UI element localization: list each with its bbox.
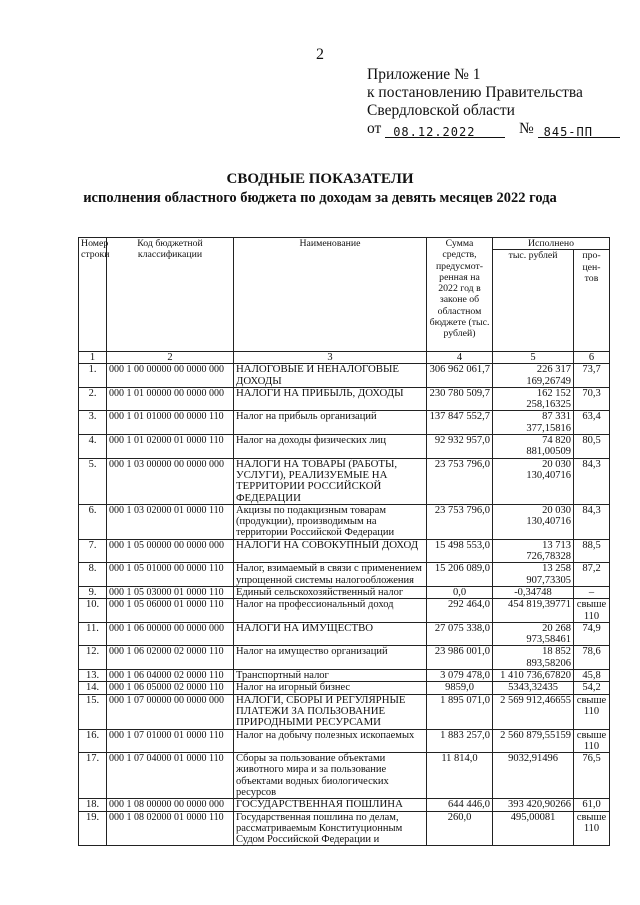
row-pct: 73,7 [574, 364, 610, 388]
row-pct: 87,2 [574, 563, 610, 587]
row-pct: – [574, 586, 610, 598]
row-exec: 454 819,39771 [493, 599, 574, 623]
row-name: НАЛОГИ НА ИМУЩЕСТВО [234, 622, 427, 646]
document-title: СВОДНЫЕ ПОКАЗАТЕЛИ [226, 171, 414, 187]
table-row [79, 364, 610, 388]
row-exec: 162 152 258,16325 [493, 387, 574, 411]
row-pct: 88,5 [574, 539, 610, 563]
table-row [79, 729, 610, 753]
row-plan: 23 753 796,0 [427, 458, 493, 504]
row-name: Акцизы по подакцизным товарам (продукции), производимым на территории Российской Федерации [234, 504, 427, 539]
row-name: Налог на имущество организаций [234, 646, 427, 670]
row-code: 000 1 01 01000 00 0000 110 [107, 411, 234, 435]
number-prefix: № [518, 120, 534, 137]
row-plan: 137 847 552,7 [427, 411, 493, 435]
row-pct: 76,5 [574, 753, 610, 799]
row-code: 000 1 06 04000 02 0000 110 [107, 670, 234, 682]
document-subtitle: исполнения областного бюджета по доходам за девять месяцев 2022 года [83, 190, 557, 206]
row-exec: -0,34748 [493, 586, 574, 598]
row-num: 17. [79, 753, 107, 799]
row-pct: 78,6 [574, 646, 610, 670]
row-plan: 15 498 553,0 [427, 539, 493, 563]
row-exec: 5343,32435 [493, 682, 574, 694]
row-num: 3. [79, 411, 107, 435]
row-pct: 54,2 [574, 682, 610, 694]
header-executed: Исполнено [493, 238, 610, 250]
row-code: 000 1 05 01000 00 0000 110 [107, 563, 234, 587]
annex-date-line [367, 120, 627, 138]
table-body [79, 364, 610, 846]
row-pct: свыше 110 [574, 694, 610, 729]
header-executed-rub: тыс. рублей [493, 250, 574, 352]
row-plan: 644 446,0 [427, 799, 493, 811]
row-name: НАЛОГОВЫЕ И НЕНАЛОГОВЫЕ ДОХОДЫ [234, 364, 427, 388]
row-num: 13. [79, 670, 107, 682]
row-name: Налог на профессиональный доход [234, 599, 427, 623]
page-number: 2 [316, 46, 324, 63]
row-name: ГОСУДАРСТВЕННАЯ ПОШЛИНА [234, 799, 427, 811]
row-exec: 393 420,90266 [493, 799, 574, 811]
row-code: 000 1 05 00000 00 0000 000 [107, 539, 234, 563]
row-pct: 74,9 [574, 622, 610, 646]
row-name: НАЛОГИ НА ПРИБЫЛЬ, ДОХОДЫ [234, 387, 427, 411]
row-num: 19. [79, 811, 107, 846]
row-code: 000 1 05 03000 01 0000 110 [107, 586, 234, 598]
number-value: 845-ПП [543, 125, 593, 139]
row-exec: 13 713 726,78328 [493, 539, 574, 563]
row-num: 12. [79, 646, 107, 670]
row-num: 10. [79, 599, 107, 623]
row-plan: 92 932 957,0 [427, 435, 493, 459]
row-num: 15. [79, 694, 107, 729]
row-pct: 63,4 [574, 411, 610, 435]
table-row [79, 682, 610, 694]
annex-line-2: к постановлению Правительства [367, 84, 583, 101]
row-pct: 84,3 [574, 504, 610, 539]
row-code: 000 1 06 00000 00 0000 000 [107, 622, 234, 646]
row-pct: 70,3 [574, 387, 610, 411]
row-code: 000 1 03 00000 00 0000 000 [107, 458, 234, 504]
row-code: 000 1 07 04000 01 0000 110 [107, 753, 234, 799]
table-row [79, 411, 610, 435]
row-code: 000 1 07 00000 00 0000 000 [107, 694, 234, 729]
row-name: НАЛОГИ, СБОРЫ И РЕГУЛЯРНЫЕ ПЛАТЕЖИ ЗА ПОЛЬЗОВАНИЕ ПРИРОДНЫМИ РЕСУРСАМИ [234, 694, 427, 729]
annex-line-1: Приложение № 1 [367, 66, 481, 83]
row-plan: 3 079 478,0 [427, 670, 493, 682]
row-plan: 15 206 089,0 [427, 563, 493, 587]
date-value: 08.12.2022 [393, 125, 476, 139]
header-name: Наименование [234, 238, 427, 352]
date-prefix: от [367, 120, 382, 137]
row-code: 000 1 08 02000 01 0000 110 [107, 811, 234, 846]
table-row [79, 670, 610, 682]
row-name: Налог, взимаемый в связи с применением упрощенной системы налогообложения [234, 563, 427, 587]
header-amount: Сумма средств, предусмот-ренная на 2022 год в законе об областном бюджете (тыс. рублей) [427, 238, 493, 352]
row-exec: 9032,91496 [493, 753, 574, 799]
row-pct: 84,3 [574, 458, 610, 504]
row-name: Налог на прибыль организаций [234, 411, 427, 435]
row-name: Сборы за пользование объектами животного мира и за пользование объектами водных биологических ресурсов [234, 753, 427, 799]
row-name: НАЛОГИ НА ТОВАРЫ (РАБОТЫ, УСЛУГИ), РЕАЛИЗУЕМЫЕ НА ТЕРРИТОРИИ РОССИЙСКОЙ ФЕДЕРАЦИИ [234, 458, 427, 504]
col-number-6: 6 [574, 352, 610, 364]
row-plan: 1 895 071,0 [427, 694, 493, 729]
row-pct: свыше 110 [574, 729, 610, 753]
row-num: 18. [79, 799, 107, 811]
row-num: 16. [79, 729, 107, 753]
date-field [385, 123, 505, 138]
row-exec: 20 030 130,40716 [493, 504, 574, 539]
table-row [79, 694, 610, 729]
row-plan: 9859,0 [427, 682, 493, 694]
table-row [79, 586, 610, 598]
header-executed-pct: про-цен-тов [574, 250, 610, 352]
row-code: 000 1 08 00000 00 0000 000 [107, 799, 234, 811]
row-name: НАЛОГИ НА СОВОКУПНЫЙ ДОХОД [234, 539, 427, 563]
number-field [538, 123, 620, 138]
row-plan: 23 986 001,0 [427, 646, 493, 670]
row-code: 000 1 05 06000 01 0000 110 [107, 599, 234, 623]
row-code: 000 1 03 02000 01 0000 110 [107, 504, 234, 539]
row-num: 1. [79, 364, 107, 388]
table-row [79, 646, 610, 670]
row-plan: 27 075 338,0 [427, 622, 493, 646]
row-plan: 260,0 [427, 811, 493, 846]
row-pct: свыше 110 [574, 599, 610, 623]
row-name: Государственная пошлина по делам, рассматриваемым Конституционным Судом Российской Федерации и [234, 811, 427, 846]
table-row [79, 563, 610, 587]
row-plan: 292 464,0 [427, 599, 493, 623]
row-exec: 18 852 893,58206 [493, 646, 574, 670]
row-exec: 1 410 736,67820 [493, 670, 574, 682]
col-number-5: 5 [493, 352, 574, 364]
row-name: Налог на добычу полезных ископаемых [234, 729, 427, 753]
row-num: 6. [79, 504, 107, 539]
row-exec: 20 268 973,58461 [493, 622, 574, 646]
row-exec: 2 569 912,46655 [493, 694, 574, 729]
row-plan: 306 962 061,7 [427, 364, 493, 388]
row-num: 4. [79, 435, 107, 459]
row-name: Налог на игорный бизнес [234, 682, 427, 694]
row-code: 000 1 07 01000 01 0000 110 [107, 729, 234, 753]
row-num: 7. [79, 539, 107, 563]
row-exec: 74 820 881,00509 [493, 435, 574, 459]
row-num: 5. [79, 458, 107, 504]
table-row [79, 458, 610, 504]
table-row [79, 753, 610, 799]
row-pct: 61,0 [574, 799, 610, 811]
row-num: 2. [79, 387, 107, 411]
col-number-3: 3 [234, 352, 427, 364]
row-name: Единый сельскохозяйственный налог [234, 586, 427, 598]
row-code: 000 1 06 05000 02 0000 110 [107, 682, 234, 694]
row-exec: 2 560 879,55159 [493, 729, 574, 753]
row-name: Транспортный налог [234, 670, 427, 682]
row-pct: 80,5 [574, 435, 610, 459]
table-row [79, 539, 610, 563]
header-num: Номер строки [79, 238, 107, 352]
annex-line-3: Свердловской области [367, 102, 515, 119]
row-code: 000 1 01 02000 01 0000 110 [107, 435, 234, 459]
row-plan: 0,0 [427, 586, 493, 598]
col-number-2: 2 [107, 352, 234, 364]
table-row [79, 435, 610, 459]
row-code: 000 1 01 00000 00 0000 000 [107, 387, 234, 411]
table-row [79, 622, 610, 646]
row-exec: 20 030 130,40716 [493, 458, 574, 504]
table-row [79, 504, 610, 539]
table-row [79, 599, 610, 623]
row-plan: 11 814,0 [427, 753, 493, 799]
row-code: 000 1 00 00000 00 0000 000 [107, 364, 234, 388]
row-num: 9. [79, 586, 107, 598]
row-pct: свыше 110 [574, 811, 610, 846]
revenue-table [78, 237, 610, 846]
row-plan: 23 753 796,0 [427, 504, 493, 539]
row-name: Налог на доходы физических лиц [234, 435, 427, 459]
table-row [79, 387, 610, 411]
table-row [79, 799, 610, 811]
row-num: 11. [79, 622, 107, 646]
row-pct: 45,8 [574, 670, 610, 682]
row-num: 14. [79, 682, 107, 694]
header-code: Код бюджетной классификации [107, 238, 234, 352]
row-exec: 495,00081 [493, 811, 574, 846]
table-row [79, 811, 610, 846]
row-plan: 1 883 257,0 [427, 729, 493, 753]
col-number-1: 1 [79, 352, 107, 364]
row-code: 000 1 06 02000 02 0000 110 [107, 646, 234, 670]
row-exec: 226 317 169,26749 [493, 364, 574, 388]
col-number-4: 4 [427, 352, 493, 364]
row-exec: 87 331 377,15816 [493, 411, 574, 435]
annex-block [367, 66, 627, 138]
row-exec: 13 258 907,73305 [493, 563, 574, 587]
row-plan: 230 780 509,7 [427, 387, 493, 411]
row-num: 8. [79, 563, 107, 587]
